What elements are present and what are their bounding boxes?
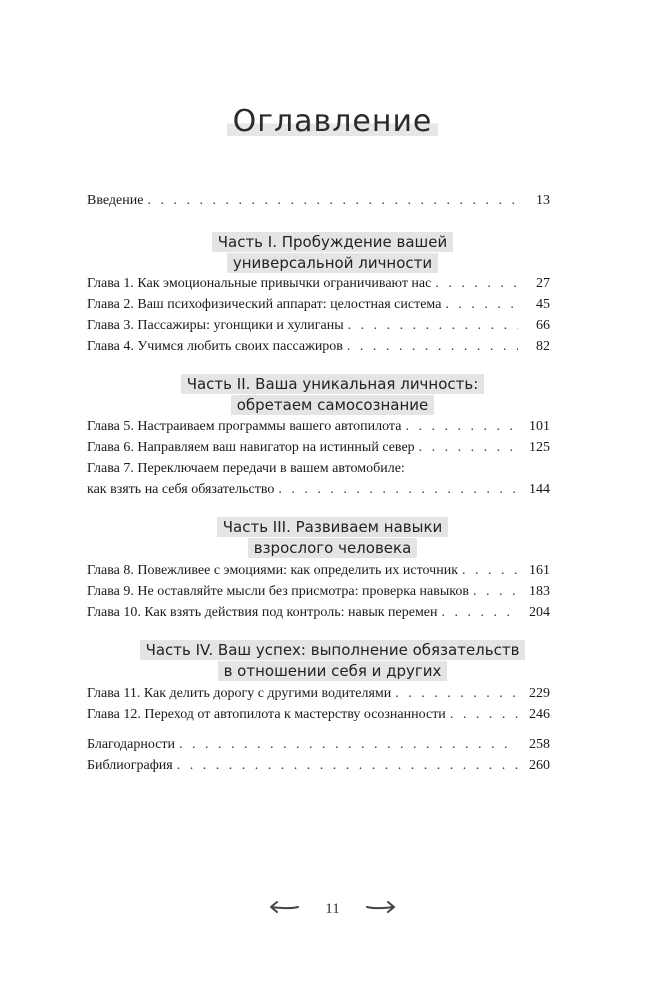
- dot-leader: [419, 438, 518, 458]
- toc-page-number: 101: [529, 419, 550, 434]
- toc-entry-acknowledgements[interactable]: [87, 735, 550, 755]
- toc-label: Глава 12. Переход от автопилота к мастерству осознанности: [87, 707, 446, 722]
- toc-page-number: 13: [536, 193, 550, 208]
- toc-label: Глава 11. Как делить дорогу с другими водителями: [87, 686, 392, 701]
- part-heading: Часть I. Пробуждение вашей: [0, 232, 665, 253]
- part-heading: Часть IV. Ваш успех: выполнение обязательств: [0, 640, 665, 661]
- toc-page-number: 27: [536, 276, 550, 291]
- toc-page-number: 144: [529, 482, 550, 497]
- part-heading: Часть II. Ваша уникальная личность:: [0, 374, 665, 395]
- toc-label: Глава 4. Учимся любить своих пассажиров: [87, 339, 343, 354]
- part-heading-line2: в отношении себя и других: [0, 661, 665, 682]
- page-number: 11: [325, 901, 340, 917]
- part-heading-line2: обретаем самосознание: [0, 395, 665, 416]
- toc-label-continued: как взять на себя обязательство: [87, 482, 275, 497]
- toc-entry-intro[interactable]: [87, 191, 550, 211]
- dot-leader: [462, 561, 518, 581]
- dot-leader: [473, 582, 518, 602]
- toc-label: Глава 1. Как эмоциональные привычки ограничивают нас: [87, 276, 432, 291]
- dot-leader: [435, 274, 518, 294]
- page-footer: [0, 900, 665, 919]
- toc-entry-bibliography[interactable]: [87, 756, 550, 776]
- toc-page-number: 161: [529, 563, 550, 578]
- dot-leader: [347, 337, 518, 357]
- toc-page-number: 183: [529, 584, 550, 599]
- toc-label: Глава 2. Ваш психофизический аппарат: целостная система: [87, 297, 442, 312]
- toc-entry-chapter[interactable]: [87, 316, 550, 336]
- dot-leader: [177, 756, 518, 776]
- toc-label: Глава 5. Настраиваем программы вашего автопилота: [87, 419, 402, 434]
- toc-page-number: 258: [529, 737, 550, 752]
- toc-entry-chapter[interactable]: [87, 603, 550, 623]
- dot-leader: [405, 417, 518, 437]
- toc-entry-chapter[interactable]: [87, 337, 550, 357]
- part-heading: Часть III. Развиваем навыки: [0, 517, 665, 538]
- toc-entry-chapter-first-line[interactable]: [87, 459, 405, 479]
- toc-label: Глава 8. Повежливее с эмоциями: как определить их источник: [87, 563, 459, 578]
- dot-leader: [278, 480, 518, 500]
- toc-entry-chapter[interactable]: [87, 561, 550, 581]
- toc-label: Глава 7. Переключаем передачи в вашем автомобиле:: [87, 461, 405, 476]
- toc-label: Глава 6. Направляем ваш навигатор на истинный север: [87, 440, 415, 455]
- toc-page-number: 246: [529, 707, 550, 722]
- toc-entry-chapter[interactable]: [87, 438, 550, 458]
- toc-entry-chapter[interactable]: [87, 705, 550, 725]
- toc-entry-chapter[interactable]: [87, 274, 550, 294]
- dot-leader: [450, 705, 518, 725]
- toc-page-number: 260: [529, 758, 550, 773]
- toc-entry-chapter[interactable]: [87, 582, 550, 602]
- dot-leader: [348, 316, 518, 336]
- page-title: Оглавление: [0, 104, 665, 139]
- toc-label: Глава 3. Пассажиры: угонщики и хулиганы: [87, 318, 344, 333]
- toc-label: Глава 9. Не оставляйте мысли без присмотра: проверка навыков: [87, 584, 469, 599]
- part-heading-line2: взрослого человека: [0, 538, 665, 559]
- toc-page-number: 45: [536, 297, 550, 312]
- toc-page-number: 82: [536, 339, 550, 354]
- dot-leader: [395, 684, 518, 704]
- dot-leader: [442, 603, 518, 623]
- arrow-left-icon: [268, 900, 300, 919]
- toc-page-number: 125: [529, 440, 550, 455]
- toc-page-number: 66: [536, 318, 550, 333]
- dot-leader: [179, 735, 518, 755]
- toc-entry-chapter[interactable]: [87, 295, 550, 315]
- arrow-right-icon: [365, 900, 397, 919]
- toc-entry-chapter[interactable]: [87, 417, 550, 437]
- toc-label: Введение: [87, 193, 144, 208]
- toc-label: Глава 10. Как взять действия под контроль: навык перемен: [87, 605, 438, 620]
- dot-leader: [147, 191, 518, 211]
- toc-page-number: 229: [529, 686, 550, 701]
- toc-entry-chapter[interactable]: [87, 684, 550, 704]
- toc-page-number: 204: [529, 605, 550, 620]
- toc-label: Библиография: [87, 758, 173, 773]
- dot-leader: [445, 295, 518, 315]
- part-heading-line2: универсальной личности: [0, 253, 665, 274]
- toc-entry-chapter[interactable]: [87, 480, 550, 500]
- toc-label: Благодарности: [87, 737, 176, 752]
